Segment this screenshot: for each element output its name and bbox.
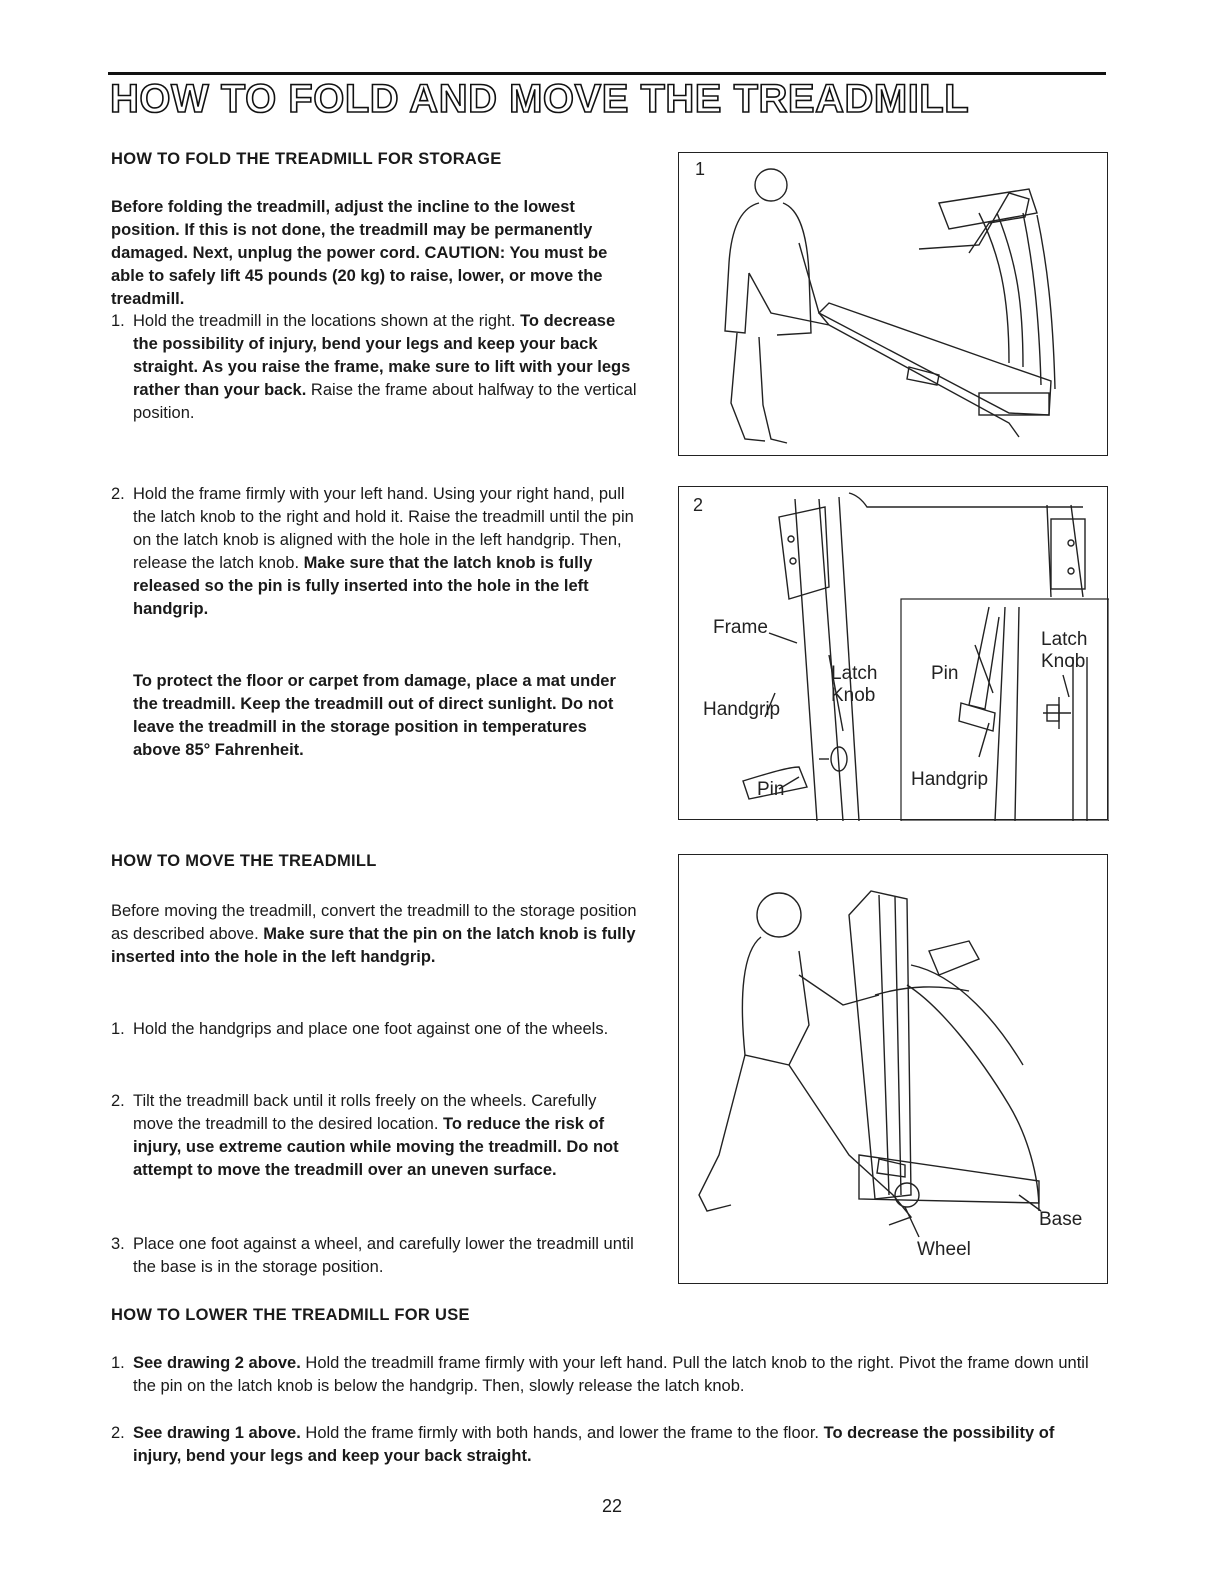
fold-step-2-text: Hold the frame firmly with your left hand. Using your right hand, pull the latch knob to the right and hold it. Raise the treadmill until the pin on the latch knob is aligned with the hole in the left handgrip. Then, release the latch knob. (133, 485, 634, 572)
fold-protect-note: To protect the floor or carpet from damage, place a mat under the treadmill. Keep the treadmill out of direct sunlight. Do not leave the treadmill in the storage position in temperatures above 85° Fahrenheit. (133, 672, 616, 759)
move-step-2-text: Tilt the treadmill back until it rolls freely on the wheels. Carefully move the treadmill to the desired location. (133, 1092, 597, 1133)
fold-step-1-text: Hold the treadmill in the locations shown at the right. (133, 312, 516, 330)
move-step-3-number: 3. (111, 1235, 125, 1253)
move-intro-text: Before moving the treadmill, convert the treadmill to the storage position as described above. (111, 902, 637, 943)
fold-step-1-warning: To decrease the possibility of injury, bend your legs and keep your back straight. As you raise the frame, make sure to lift with your legs rather than your back. (133, 312, 631, 399)
fold-step-2-number: 2. (111, 485, 125, 503)
lower-step-2 (111, 1422, 1101, 1468)
move-intro-paragraph (111, 900, 646, 969)
move-step-3 (111, 1233, 641, 1279)
fold-step-1 (111, 310, 641, 425)
lower-step-1 (111, 1352, 1101, 1398)
fold-step-2-warning: Make sure that the latch knob is fully released so the pin is fully inserted into the hole in the left handgrip. (133, 554, 593, 618)
page-title: HOW TO FOLD AND MOVE THE TREADMILL (110, 77, 970, 121)
latch-knob-label: Latch Knob (831, 663, 878, 706)
fold-step-1-number: 1. (111, 312, 125, 330)
frame-label: Frame (713, 617, 768, 638)
inset-handgrip-label: Handgrip (911, 769, 989, 790)
move-step-2-warning: To reduce the risk of injury, use extreme caution while moving the treadmill. Do not attempt to move the treadmill over an uneven surface. (133, 1115, 619, 1179)
move-step-1-text: Hold the handgrips and place one foot against one of the wheels. (133, 1020, 609, 1038)
move-step-2 (111, 1090, 641, 1182)
title-rule (108, 72, 1106, 75)
lower-step-1-ref: See drawing 2 above. (133, 1354, 301, 1372)
move-step-2-number: 2. (111, 1092, 125, 1110)
lower-step-1-text: Hold the treadmill frame firmly with your left hand. Pull the latch knob to the right. Pivot the frame down until the pin on the latch knob is below the handgrip. Then, slowly release the latch knob. (133, 1354, 1089, 1395)
inset-latch-label: Latch (1041, 629, 1088, 650)
fold-step-1-text-end: Raise the frame about halfway to the vertical position. (133, 381, 637, 422)
fold-step-2 (111, 483, 641, 621)
move-step-3-text: Place one foot against a wheel, and carefully lower the treadmill until the base is in the storage position. (133, 1235, 634, 1276)
move-intro-warning: Make sure that the pin on the latch knob is fully inserted into the hole in the left handgrip. (111, 925, 636, 966)
figure-1-number: 1 (695, 159, 706, 179)
fold-intro-paragraph (111, 196, 611, 311)
page-number: 22 (601, 1496, 623, 1516)
handgrip-label: Handgrip (703, 699, 781, 720)
pin-label: Pin (757, 779, 785, 800)
base-label: Base (1039, 1209, 1083, 1230)
lower-step-2-warning: To decrease the possibility of injury, bend your legs and keep your back straight. (133, 1424, 1055, 1465)
wheel-label: Wheel (917, 1239, 971, 1260)
figure-1-illustration (679, 153, 1109, 457)
lower-step-2-number: 2. (111, 1424, 125, 1442)
fold-caution-text: CAUTION: You must be able to safely lift 45 pounds (20 kg) to raise, lower, or move the treadmill. (111, 244, 608, 308)
inset-pin-label: Pin (931, 663, 959, 684)
move-heading: HOW TO MOVE THE TREADMILL (111, 852, 377, 870)
figure-3-moving (678, 854, 1108, 1284)
move-step-1-number: 1. (111, 1020, 125, 1038)
figure-1-lifting (678, 152, 1108, 456)
fold-heading: HOW TO FOLD THE TREADMILL FOR STORAGE (111, 150, 502, 168)
fold-intro-text: Before folding the treadmill, adjust the incline to the lowest position. If this is not done, the treadmill may be permanently damaged. Next, unplug the power cord. (111, 198, 593, 262)
lower-step-1-number: 1. (111, 1354, 125, 1372)
inset-knob-label: Knob (1041, 651, 1086, 672)
lower-step-2-ref: See drawing 1 above. (133, 1424, 301, 1442)
move-step-1 (111, 1018, 641, 1041)
figure-2-number: 2 (693, 495, 704, 515)
figure-2-latch-detail (678, 486, 1108, 820)
lower-heading: HOW TO LOWER THE TREADMILL FOR USE (111, 1306, 470, 1324)
lower-step-2-text: Hold the frame firmly with both hands, and lower the frame to the floor. (305, 1424, 819, 1442)
